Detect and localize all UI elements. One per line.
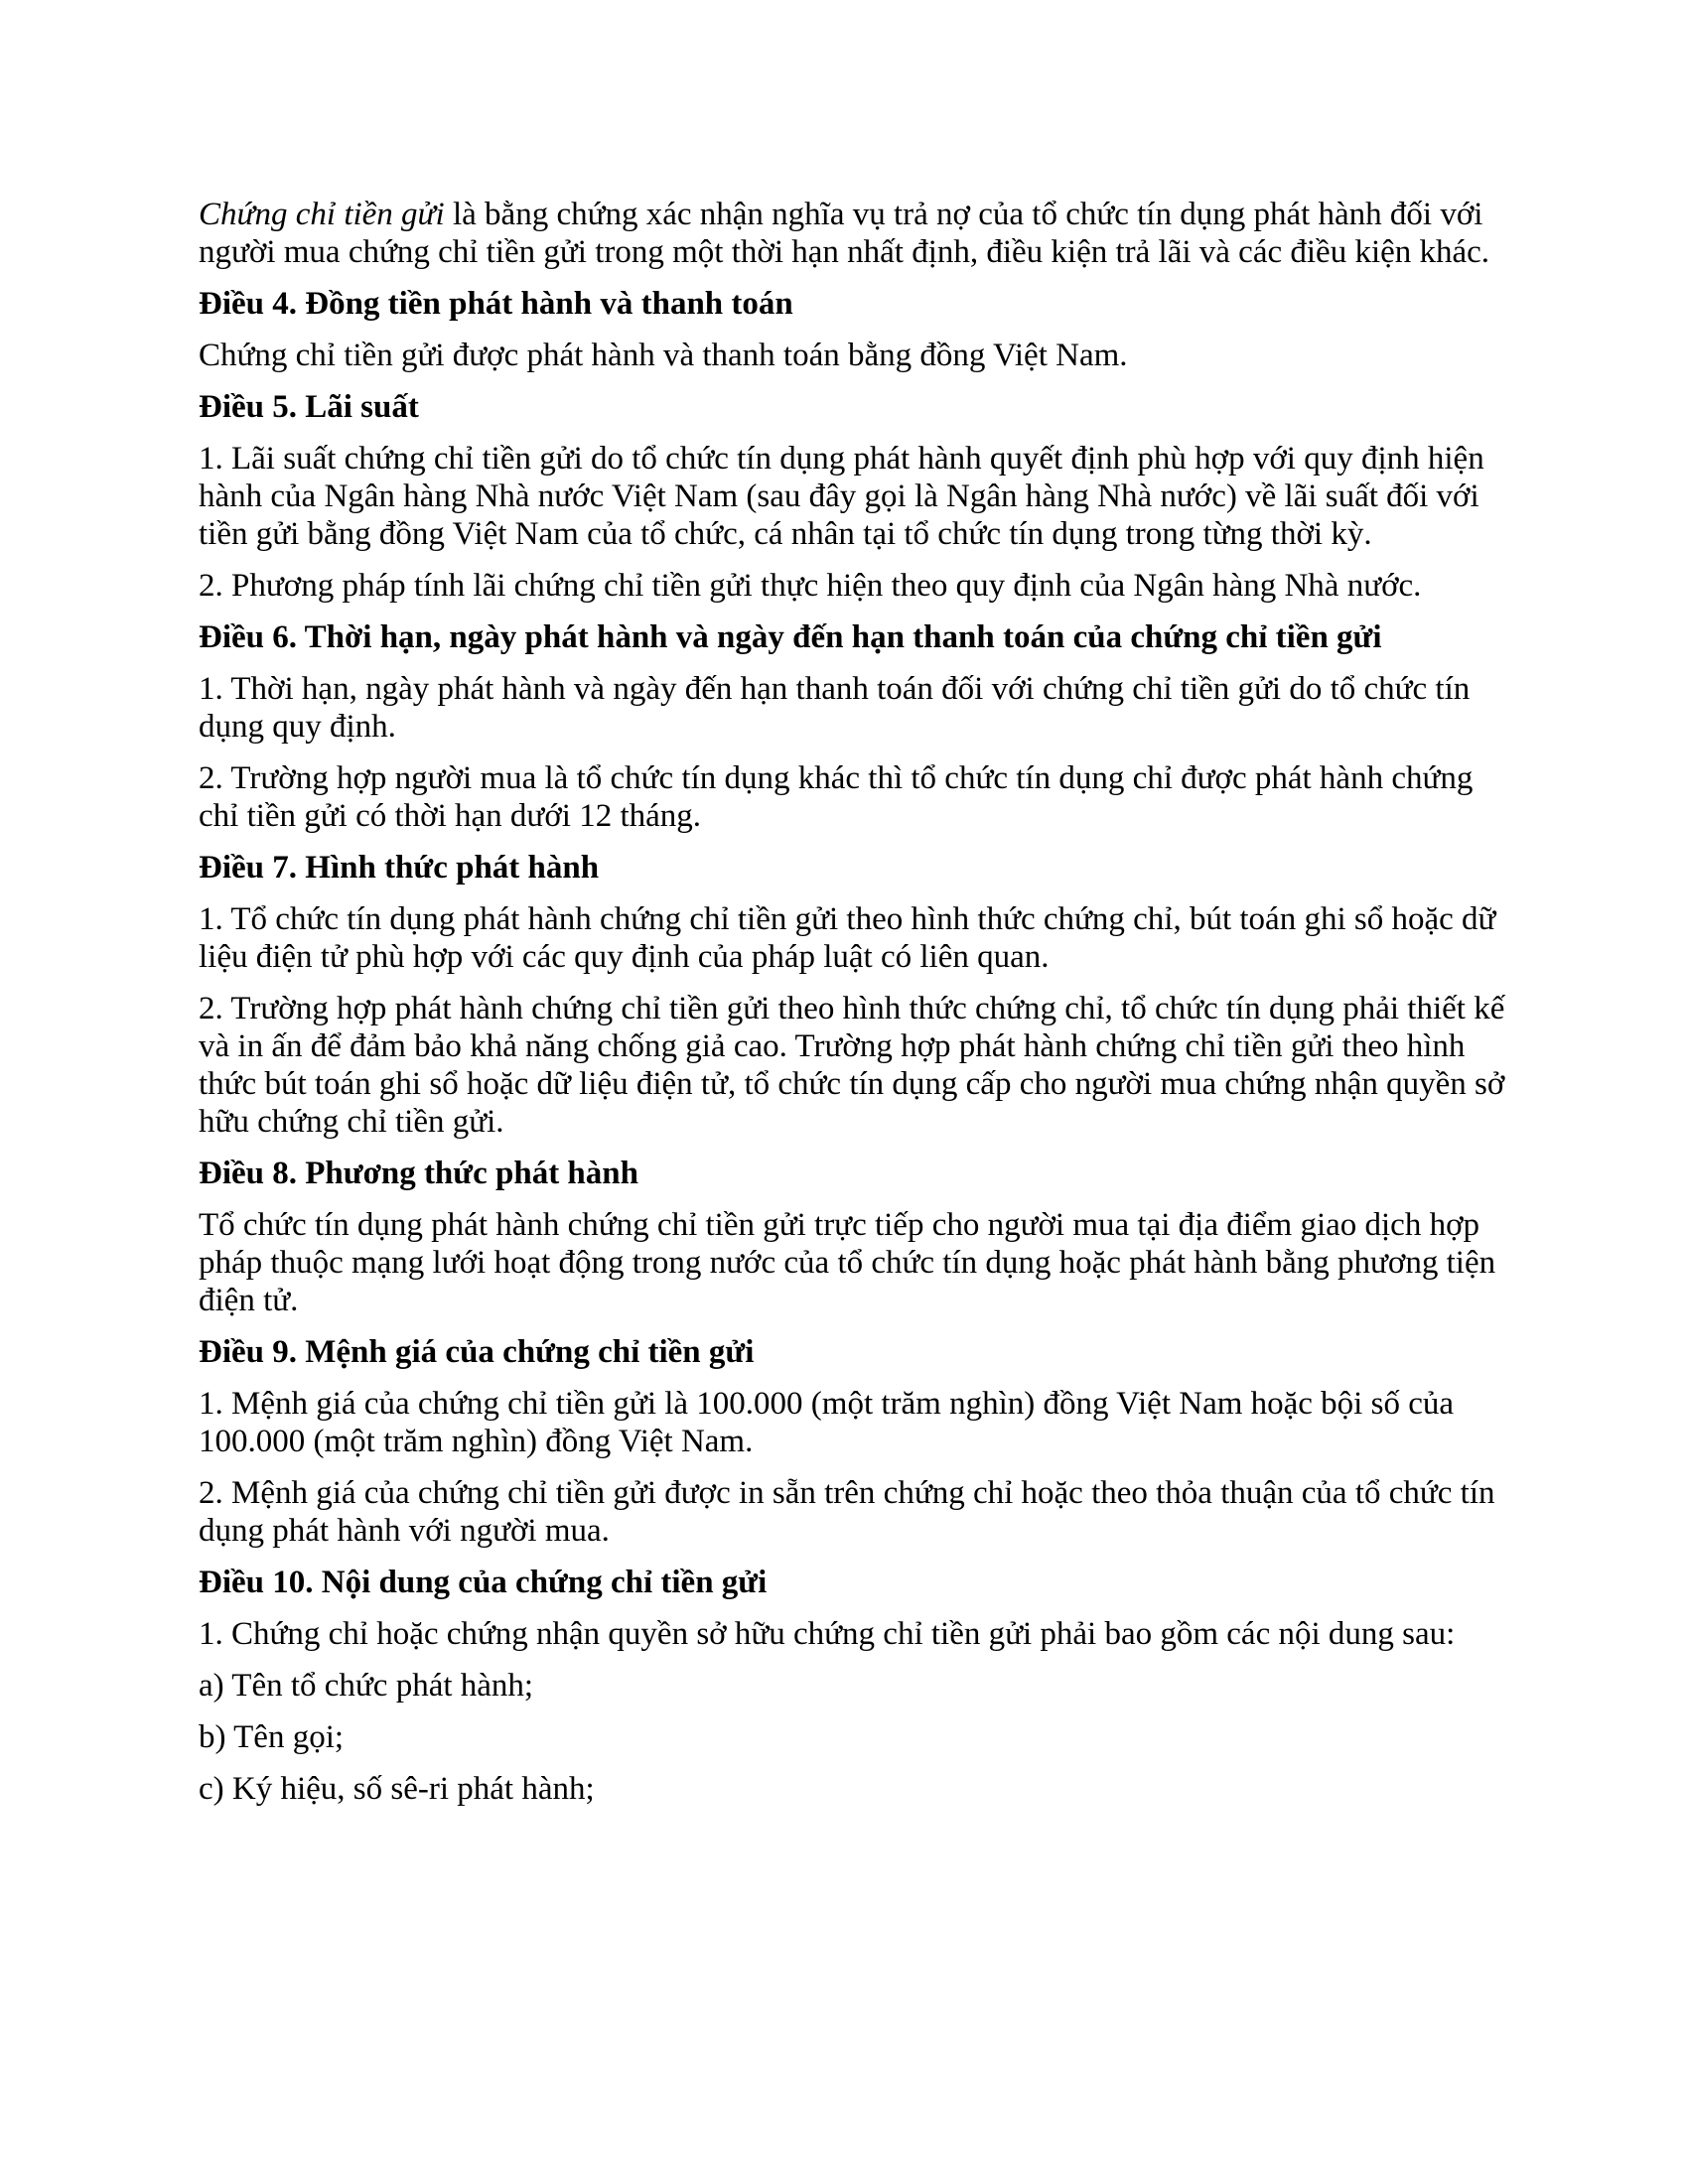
article-10-paragraph-1: 1. Chứng chỉ hoặc chứng nhận quyền sở hữu chứng chỉ tiền gửi phải bao gồm các nội dung sau: bbox=[199, 1616, 1456, 1652]
article-10-item-c: c) Ký hiệu, số sê-ri phát hành; bbox=[199, 1771, 595, 1807]
article-9-heading: Điều 9. Mệnh giá của chứng chỉ tiền gửi bbox=[199, 1334, 755, 1370]
article-4-paragraph-1: Chứng chỉ tiền gửi được phát hành và thanh toán bằng đồng Việt Nam. bbox=[199, 338, 1128, 373]
article-10-heading: Điều 10. Nội dung của chứng chỉ tiền gửi bbox=[199, 1565, 768, 1600]
article-9-paragraph-1: 1. Mệnh giá của chứng chỉ tiền gửi là 100.000 (một trăm nghìn) đồng Việt Nam hoặc bội số của 100.000 (một trăm nghìn) đồng Việt Nam. bbox=[199, 1386, 1454, 1459]
intro-paragraph bbox=[199, 196, 1509, 271]
article-5-heading: Điều 5. Lãi suất bbox=[199, 389, 419, 425]
article-9-paragraph-2: 2. Mệnh giá của chứng chỉ tiền gửi được in sẵn trên chứng chỉ hoặc theo thỏa thuận của tổ chức tín dụng phát hành với người mua. bbox=[199, 1475, 1495, 1549]
article-4-heading: Điều 4. Đồng tiền phát hành và thanh toán bbox=[199, 286, 793, 322]
article-8-heading: Điều 8. Phương thức phát hành bbox=[199, 1156, 638, 1191]
intro-text: là bằng chứng xác nhận nghĩa vụ trả nợ của tổ chức tín dụng phát hành đối với người mua chứng chỉ tiền gửi trong một thời hạn nhất định, điều kiện trả lãi và các điều kiện khác. bbox=[199, 197, 1490, 270]
article-7-paragraph-1: 1. Tổ chức tín dụng phát hành chứng chỉ tiền gửi theo hình thức chứng chỉ, bút toán ghi sổ hoặc dữ liệu điện tử phù hợp với các quy định của pháp luật có liên quan. bbox=[199, 901, 1496, 975]
article-10-item-a: a) Tên tổ chức phát hành; bbox=[199, 1668, 534, 1704]
article-6-paragraph-1: 1. Thời hạn, ngày phát hành và ngày đến hạn thanh toán đối với chứng chỉ tiền gửi do tổ chức tín dụng quy định. bbox=[199, 671, 1471, 745]
article-6-heading: Điều 6. Thời hạn, ngày phát hành và ngày đến hạn thanh toán của chứng chỉ tiền gửi bbox=[199, 619, 1382, 655]
document-page bbox=[199, 196, 1509, 1822]
article-5-paragraph-1: 1. Lãi suất chứng chỉ tiền gửi do tổ chức tín dụng phát hành quyết định phù hợp với quy định hiện hành của Ngân hàng Nhà nước Việt Nam (sau đây gọi là Ngân hàng Nhà nước) về lãi suất đối với tiền gửi bằng đồng Việt Nam của tổ chức, cá nhân tại tổ chức tín dụng trong từng thời kỳ. bbox=[199, 441, 1484, 552]
intro-term: Chứng chỉ tiền gửi bbox=[199, 197, 445, 232]
article-7-paragraph-2: 2. Trường hợp phát hành chứng chỉ tiền gửi theo hình thức chứng chỉ, tổ chức tín dụng phải thiết kế và in ấn để đảm bảo khả năng chống giả cao. Trường hợp phát hành chứng chỉ tiền gửi theo hình thức bút toán ghi sổ hoặc dữ liệu điện tử, tổ chức tín dụng cấp cho người mua chứng nhận quyền sở hữu chứng chỉ tiền gửi. bbox=[199, 991, 1505, 1140]
article-5-paragraph-2: 2. Phương pháp tính lãi chứng chỉ tiền gửi thực hiện theo quy định của Ngân hàng Nhà nước. bbox=[199, 568, 1422, 604]
article-6-paragraph-2: 2. Trường hợp người mua là tổ chức tín dụng khác thì tổ chức tín dụng chỉ được phát hành chứng chỉ tiền gửi có thời hạn dưới 12 tháng. bbox=[199, 760, 1474, 834]
article-8-paragraph-1: Tổ chức tín dụng phát hành chứng chỉ tiền gửi trực tiếp cho người mua tại địa điểm giao dịch hợp pháp thuộc mạng lưới hoạt động trong nước của tổ chức tín dụng hoặc phát hành bằng phương tiện điện tử. bbox=[199, 1207, 1496, 1318]
article-7-heading: Điều 7. Hình thức phát hành bbox=[199, 850, 600, 886]
article-10-item-b: b) Tên gọi; bbox=[199, 1719, 345, 1755]
